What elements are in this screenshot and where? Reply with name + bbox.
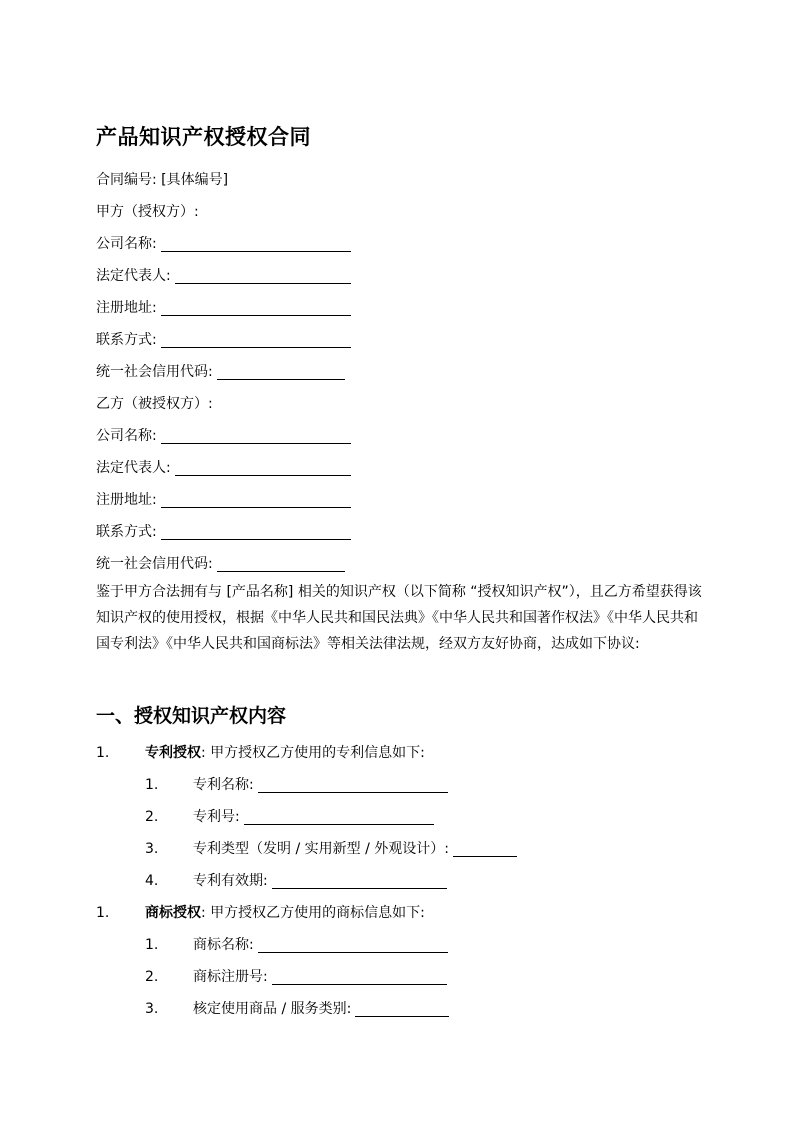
party-a-credit-code-field [96, 363, 345, 381]
field-label: 专利号: [193, 809, 240, 825]
blank-line[interactable] [244, 810, 434, 825]
field-label: 公司名称: [96, 428, 157, 444]
trademark-registration-field [193, 968, 447, 986]
trademark-clause [145, 904, 425, 922]
field-label: 专利名称: [193, 777, 254, 793]
sub-list-number: 1. [145, 937, 159, 953]
party-a-heading: 甲方（授权方）: [96, 204, 199, 220]
blank-line[interactable] [175, 269, 351, 284]
party-b-company-field [96, 427, 351, 445]
field-label: 法定代表人: [96, 460, 171, 476]
patent-label: 专利授权 [145, 745, 201, 761]
trademark-text: : 甲方授权乙方使用的商标信息如下: [201, 905, 425, 921]
field-label: 联系方式: [96, 332, 157, 348]
patent-clause [145, 744, 425, 762]
field-label: 统一社会信用代码: [96, 556, 213, 572]
blank-line[interactable] [161, 301, 351, 316]
sub-list-number: 2. [145, 969, 159, 985]
blank-line[interactable] [161, 429, 351, 444]
blank-line[interactable] [355, 1002, 449, 1017]
field-label: 法定代表人: [96, 268, 171, 284]
contract-number-value: [具体编号] [161, 172, 229, 188]
party-b-representative-field [96, 459, 351, 477]
field-label: 注册地址: [96, 300, 157, 316]
blank-line[interactable] [161, 333, 351, 348]
field-label: 核定使用商品 / 服务类别: [193, 1001, 352, 1017]
patent-name-field [193, 776, 448, 794]
document-title: 产品知识产权授权合同 [96, 125, 311, 149]
field-label: 公司名称: [96, 236, 157, 252]
blank-line[interactable] [453, 842, 517, 857]
blank-line[interactable] [258, 938, 448, 953]
sub-list-number: 2. [145, 809, 159, 825]
party-b-address-field [96, 491, 351, 509]
contract-number-label: 合同编号: [96, 172, 157, 188]
contract-number [96, 171, 228, 189]
trademark-name-field [193, 936, 448, 954]
trademark-class-field [193, 1000, 449, 1018]
field-label: 联系方式: [96, 524, 157, 540]
party-a-company-field [96, 235, 351, 253]
sub-list-number: 3. [145, 1001, 159, 1017]
field-label: 商标注册号: [193, 969, 268, 985]
preamble-paragraph: 鉴于甲方合法拥有与 [产品名称] 相关的知识产权（以下简称 “授权知识产权”），且乙方希望获得该知识产权的使用授权，根据《中华人民共和国民法典》《中华人民共和国著作权法》《中华人民共和国专利法》《中华人民共和国商标法》等相关法律法规，经双方友好协商，达成如下协议: [96, 584, 702, 652]
blank-line[interactable] [161, 493, 351, 508]
blank-line[interactable] [217, 365, 345, 380]
party-a-address-field [96, 299, 351, 317]
blank-line[interactable] [161, 237, 351, 252]
blank-line[interactable] [258, 778, 448, 793]
sub-list-number: 1. [145, 777, 159, 793]
patent-type-field [193, 840, 517, 858]
patent-number-field [193, 808, 434, 826]
party-b-credit-code-field [96, 555, 345, 573]
sub-list-number: 3. [145, 841, 159, 857]
blank-line[interactable] [272, 874, 447, 889]
blank-line[interactable] [217, 557, 345, 572]
party-b-contact-field [96, 523, 351, 541]
party-a-representative-field [96, 267, 351, 285]
field-label: 商标名称: [193, 937, 254, 953]
sub-list-number: 4. [145, 873, 159, 889]
blank-line[interactable] [272, 970, 447, 985]
list-number: 1. [96, 745, 110, 761]
patent-text: : 甲方授权乙方使用的专利信息如下: [201, 745, 425, 761]
field-label: 统一社会信用代码: [96, 364, 213, 380]
field-label: 注册地址: [96, 492, 157, 508]
patent-validity-field [193, 872, 447, 890]
party-b-heading: 乙方（被授权方）: [96, 396, 213, 412]
blank-line[interactable] [175, 461, 351, 476]
list-number: 1. [96, 905, 110, 921]
section-heading: 一、授权知识产权内容 [96, 705, 287, 727]
field-label: 专利有效期: [193, 873, 268, 889]
field-label: 专利类型（发明 / 实用新型 / 外观设计）: [193, 841, 449, 857]
party-a-contact-field [96, 331, 351, 349]
trademark-label: 商标授权 [145, 905, 201, 921]
blank-line[interactable] [161, 525, 351, 540]
